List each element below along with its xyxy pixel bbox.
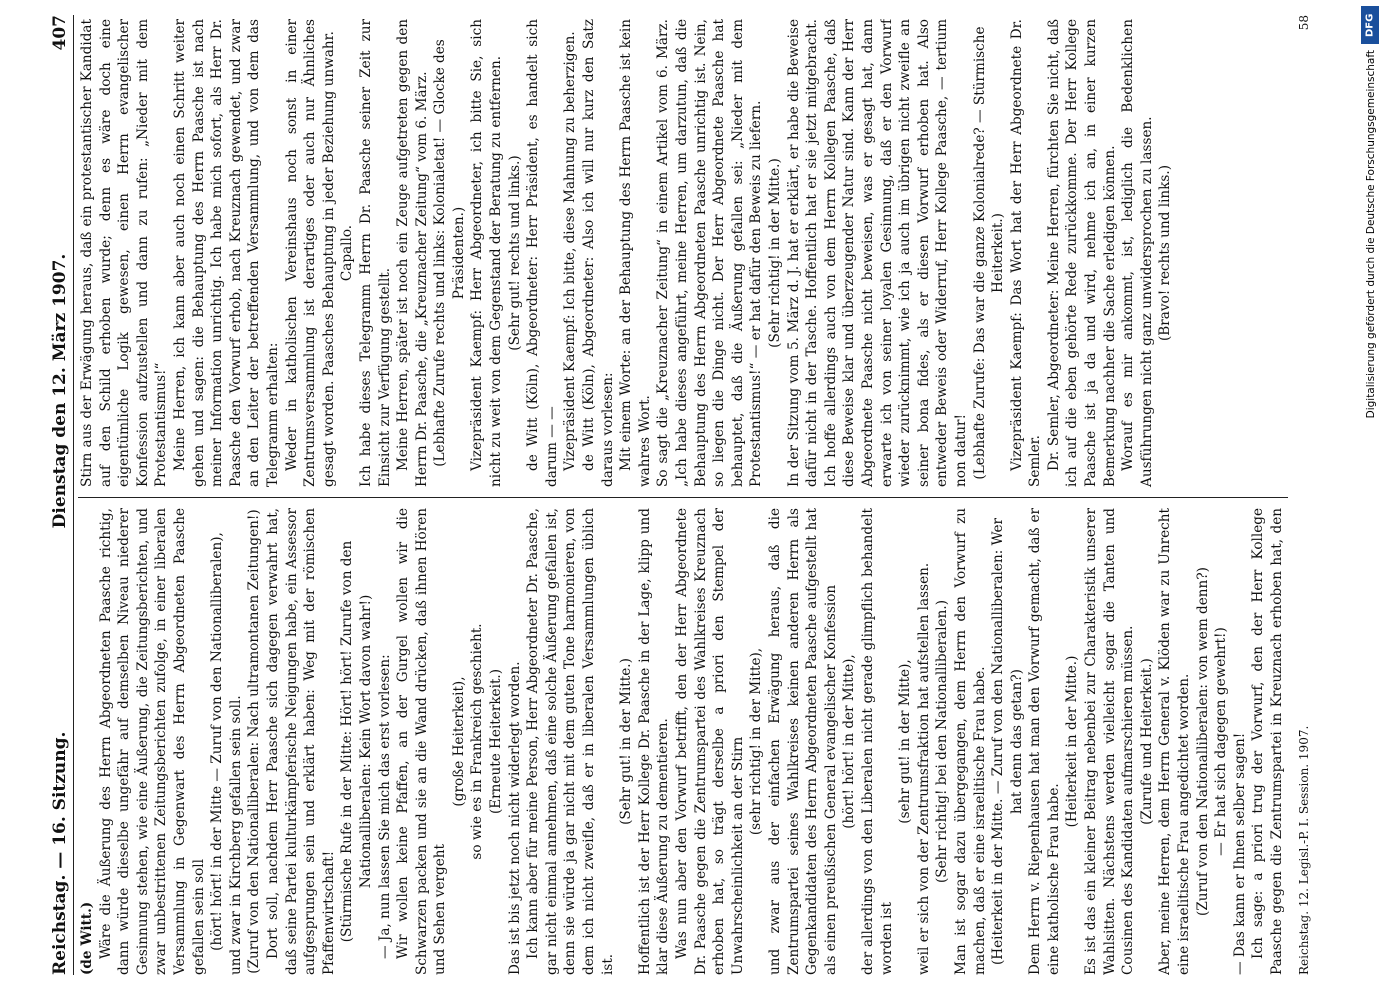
left-paragraph: (hört! hört! in der Mitte — Zuruf von den Nationalliberalen), (209, 532, 226, 951)
left-paragraph: Man ist sogar dazu übergegangen, dem Herrn den Vorwurf zu machen, daß er eine israelitische Frau habe. (952, 508, 988, 975)
right-paragraph: de Witt (Köln), Abgeordneter: Also ich will nur kurz den Satz daraus vorlesen: (581, 19, 616, 487)
right-paragraph: (Bravo! rechts und links.) (1157, 164, 1174, 342)
left-paragraph: Aber, meine Herren, dem Herrn General v. Klöden war zu Unrecht eine israelitische Frau angedichtet worden. (1157, 508, 1193, 975)
right-paragraph: Vizepräsident Kaempf: Herr Abgeordneter, ich bitte Sie, sich nicht zu weit von dem Gegenstand der Beratung zu entfernen. (469, 19, 505, 487)
left-paragraph: (Sehr richtig! bei den Nationalliberalen.) (934, 600, 951, 883)
left-paragraph: Ich sage: a priori trug der Vorwurf, den der Herr Kollege Paasche gegen die Zentrumspartei in Kreuznach erhoben hat, den (1250, 508, 1285, 975)
left-paragraph: (Zurufe und Heiterkeit.) (1138, 658, 1155, 825)
left-paragraph: — Das kann er Ihnen selber sagen! (1231, 732, 1248, 975)
left-paragraph: Was nun aber den Vorwurf betrifft, den der Herr Abgeordnete Dr. Paasche gegen die Zentrumspartei des Wahlkreises Kreuznach erhoben hat, so trägt derselbe a priori den Stempel der Unwahrscheinlichkeit an der Stirn (674, 508, 746, 975)
header-left: Reichstag. — 16. Sitzung. (50, 731, 70, 975)
left-paragraph: (Heiterkeit in der Mitte.) (1064, 655, 1081, 828)
right-paragraph: Weder in katholischen Vereinshaus noch sonst in einer Zentrumsversammlung ist derartiges oder auch nur Ähnliches gesagt worden. Paasches Behauptung in jeder Beziehung unwahr. (283, 19, 337, 487)
left-paragraph: — Er hat sich dagegen gewehrt!) (1213, 627, 1230, 856)
right-paragraph: In der Sitzung vom 5. März d. J. hat er erklärt, er habe die Beweise dafür nicht in der Tasche. Hoffentlich hat er sie jetzt mitgebracht. Ich hoffe allerdings auch von dem Herrn Kollegen Paasche, daß diese Beweise klar und überzeugender Natur sind. Kann der Herr Abgeordnete Paasche nicht beweisen, was er gesagt hat, dann erwarte ich von seiner loyalen Gesinnung, daß er den Vorwurf wieder zurücknimmt, wie ich ja auch im übrigen nicht zweifle an seiner bona fides, als er diesen Vorwurf erhoben hat. Also entweder Beweis oder Widerruf, Herr Kollege Paasche, — tertium non datur! (785, 19, 969, 487)
right-paragraph: (Lebhafte Zurufe rechts und links: Kolonialetat! — Glocke des Präsidenten.) (432, 39, 467, 467)
left-paragraph: und zwar aus der einfachen Erwägung heraus, daß die Zentrumspartei seines Wahlkreises keinen anderen Herrn als Gegenkandidaten des Herrn Abgeordneten Paasche aufgestellt hat als einen preußischen General evangelischer Konfession (766, 508, 839, 975)
page-footer (1292, 15, 1316, 975)
right-paragraph: Meine Herren, ich kann aber auch noch einen Schritt weiter gehen und sagen: die Behauptung des Herrn Paasche ist nach meiner Information unrichtig. Ich habe mich sofort, als Herr Dr. Paasche den Vorwurf erhob, nach Kreuznach gewendet, und zwar an den Leiter der betreffenden Versammlung, und von dem das Telegramm erhalten: (171, 19, 281, 487)
left-paragraph: — Ja, nun lassen Sie mich das erst vorlesen: (376, 654, 393, 959)
rotated-page-content (40, 15, 1340, 975)
right-paragraph: Mit einem Worte: an der Behauptung des Herrn Paasche ist kein wahres Wort. (618, 19, 653, 487)
left-paragraph: (Heiterkeit in der Mitte. — Zuruf von den Nationalliberalen: Wer hat denn das getan?) (990, 517, 1025, 966)
page-number: 407 (50, 15, 70, 51)
dfg-credit-text: Digitalisierung gefördert durch die Deutsche Forschungsgemeinschaft (1365, 50, 1377, 419)
right-paragraph: de Witt (Köln), Abgeordneter: Herr Präsident, es handelt sich darum — — (525, 19, 560, 487)
signature-number: 58 (1297, 15, 1311, 31)
right-paragraph: Vizepräsident Kaempf: Das Wort hat der Herr Abgeordnete Dr. Semler. (1008, 19, 1044, 487)
right-paragraph: (Lebhafte Zurufe: Das war die ganze Kolonialrede? — Stürmische Heiterkeit.) (971, 26, 1007, 480)
left-paragraph: Dort soll, nachdem Herr Paasche sich dagegen verwahrt hat, daß seine Partei kulturkämpferische Neigungen habe, ein Assessor aufgesprungen sein und erklärt haben: Weg mit der römischen Pfaffenwirtschaft! (264, 508, 337, 975)
right-paragraph: So sagt die „Kreuznacher Zeitung“ in einem Artikel vom 6. März. „Ich habe dieses angeführt, meine Herren, um darzutun, daß die Behauptung des Herrn Abgeordneten Paasche unrichtig ist. Nein, so liegen die Dinge nicht. Der Herr Abgeordnete Paasche hat behauptet, daß die Äußerung gefallen sei: „Nieder mit dem Protestantismus!“ — er hat dafür den Beweis zu liefern. (655, 19, 765, 487)
left-paragraph: (Zuruf von den Nationalliberalen: Nach ultramontanen Zeitungen!) (246, 509, 263, 974)
left-paragraph: (sehr richtig! in der Mitte), (748, 647, 765, 836)
left-column (78, 497, 1288, 975)
page-header (40, 15, 74, 975)
left-paragraph: Wir wollen keine Pfaffen, an der Gurgel wollen wir die Schwarzen packen und sie an die Wand drücken, daß ihnen Hören und Sehen vergeht (395, 508, 449, 975)
left-paragraph: (hört! hört! in der Mitte), (841, 654, 858, 829)
left-paragraph: (Sehr gut! in der Mitte.) (618, 658, 635, 825)
footer-left: Reichstag. 12. Legisl.-P. I. Session. 1907. (1297, 725, 1311, 975)
left-paragraph: (Erneute Heiterkeit.) (488, 668, 505, 815)
left-paragraph: Das ist bis jetzt noch nicht widerlegt worden. (506, 661, 523, 975)
right-paragraph: Ich habe dieses Telegramm Herrn Dr. Paasche seiner Zeit zur Einsicht zur Verfügung gestellt. (357, 19, 393, 487)
left-paragraph: (große Heiterkeit), (450, 676, 467, 807)
right-paragraph: Worauf es mir ankommt, ist, lediglich die Bedenklichen Ausführungen nicht ganz unwidersprochen zu lassen. (1120, 19, 1155, 487)
dfg-side-strip (1359, 0, 1381, 1000)
left-paragraph: (Zuruf von den Nationalliberalen: von wem denn?) (1194, 567, 1211, 916)
dfg-logo: DFG (1361, 6, 1379, 44)
left-paragraph: (Stürmische Rufe in der Mitte: Hört! hört! Zurufe von den Nationalliberalen: Kein Wort davon wahr!) (339, 540, 374, 943)
right-paragraph: Stirn aus der Erwägung heraus, daß ein protestantischer Kandidat auf den Schild erhoben wurde; denn es wäre doch eine eigentümliche Logik gewesen, einen Herrn evangelischer Konfession aufzustellen und dann zu rufen: „Nieder mit dem Protestantismus!“ (79, 19, 170, 487)
left-paragraph: (sehr gut! in der Mitte), (897, 659, 914, 824)
right-paragraph: (Sehr richtig! in der Mitte.) (766, 158, 783, 348)
right-paragraph: (Sehr gut! rechts und links.) (506, 155, 523, 351)
right-paragraph: Capallo. (339, 224, 356, 282)
left-paragraph: Ich kann aber für meine Person, Herr Abgeordneter Dr. Paasche, gar nicht einmal annehmen, daß eine solche Äußerung gefallen ist, denn sie würde ja gar nicht mit dem guten Tone harmonieren, von dem ich nicht zweifle, daß er in liberalen Versammlungen üblich ist. (525, 508, 616, 975)
left-paragraph: (de Witt.) (79, 901, 95, 975)
right-column (78, 19, 1288, 497)
left-paragraph: Dem Herrn v. Riepenhausen hat man den Vorwurf gemacht, daß er eine katholische Frau habe. (1027, 508, 1062, 975)
left-paragraph: der allerdings von den Liberalen nicht gerade glimpflich behandelt worden ist (859, 508, 895, 975)
left-paragraph: Hoffentlich ist der Herr Kollege Dr. Paasche in der Lage, klipp und klar diese Äußerung zu dementieren. (636, 508, 672, 975)
right-paragraph: Vizepräsident Kaempf: Ich bitte, diese Mahnung zu beherzigen. (562, 31, 579, 471)
left-paragraph: so wie es in Frankreich geschieht. (469, 623, 486, 860)
left-paragraph: Es ist das ein kleiner Beitrag nebenbei zur Charakteristik unserer Wahlsitten. Nächstens werden vielleicht sogar die Tanten und Cousinen des Kandidaten aufmarschieren müssen. (1083, 508, 1137, 975)
left-paragraph: und zwar in Kirchberg gefallen sein soll. (227, 695, 244, 975)
right-paragraph: Meine Herren, später ist noch ein Zeuge aufgetreten gegen den Herrn Dr. Paasche, die „Kreuznacher Zeitung“ vom 6. März. (395, 19, 430, 487)
text-columns (78, 15, 1288, 975)
left-paragraph: weil er sich von der Zentrumsfraktion hat aufstellen lassen. (915, 562, 932, 975)
left-paragraph: Wäre die Äußerung des Herrn Abgeordneten Paasche richtig, dann würde dieselbe ungefähr auf demselben Niveau niederer Gesinnung stehen, wie eine Äußerung, die Zeitungsberichten, und zwar unbestrittenen Zeitungsberichten zufolge, in einer liberalen Versammlung in Gegenwart des Herrn Abgeordneten Paasche gefallen sein soll (97, 508, 207, 975)
right-paragraph: Dr. Semler, Abgeordneter: Meine Herren, fürchten Sie nicht, daß ich auf die eben gehörte Rede zurückkomme. Der Herr Kollege Paasche ist ja da und wird, nehme ich an, in einer kurzen Bemerkung nachher die Sache erledigen können. (1045, 19, 1118, 487)
header-date: Dienstag den 12. März 1907. (50, 253, 70, 529)
